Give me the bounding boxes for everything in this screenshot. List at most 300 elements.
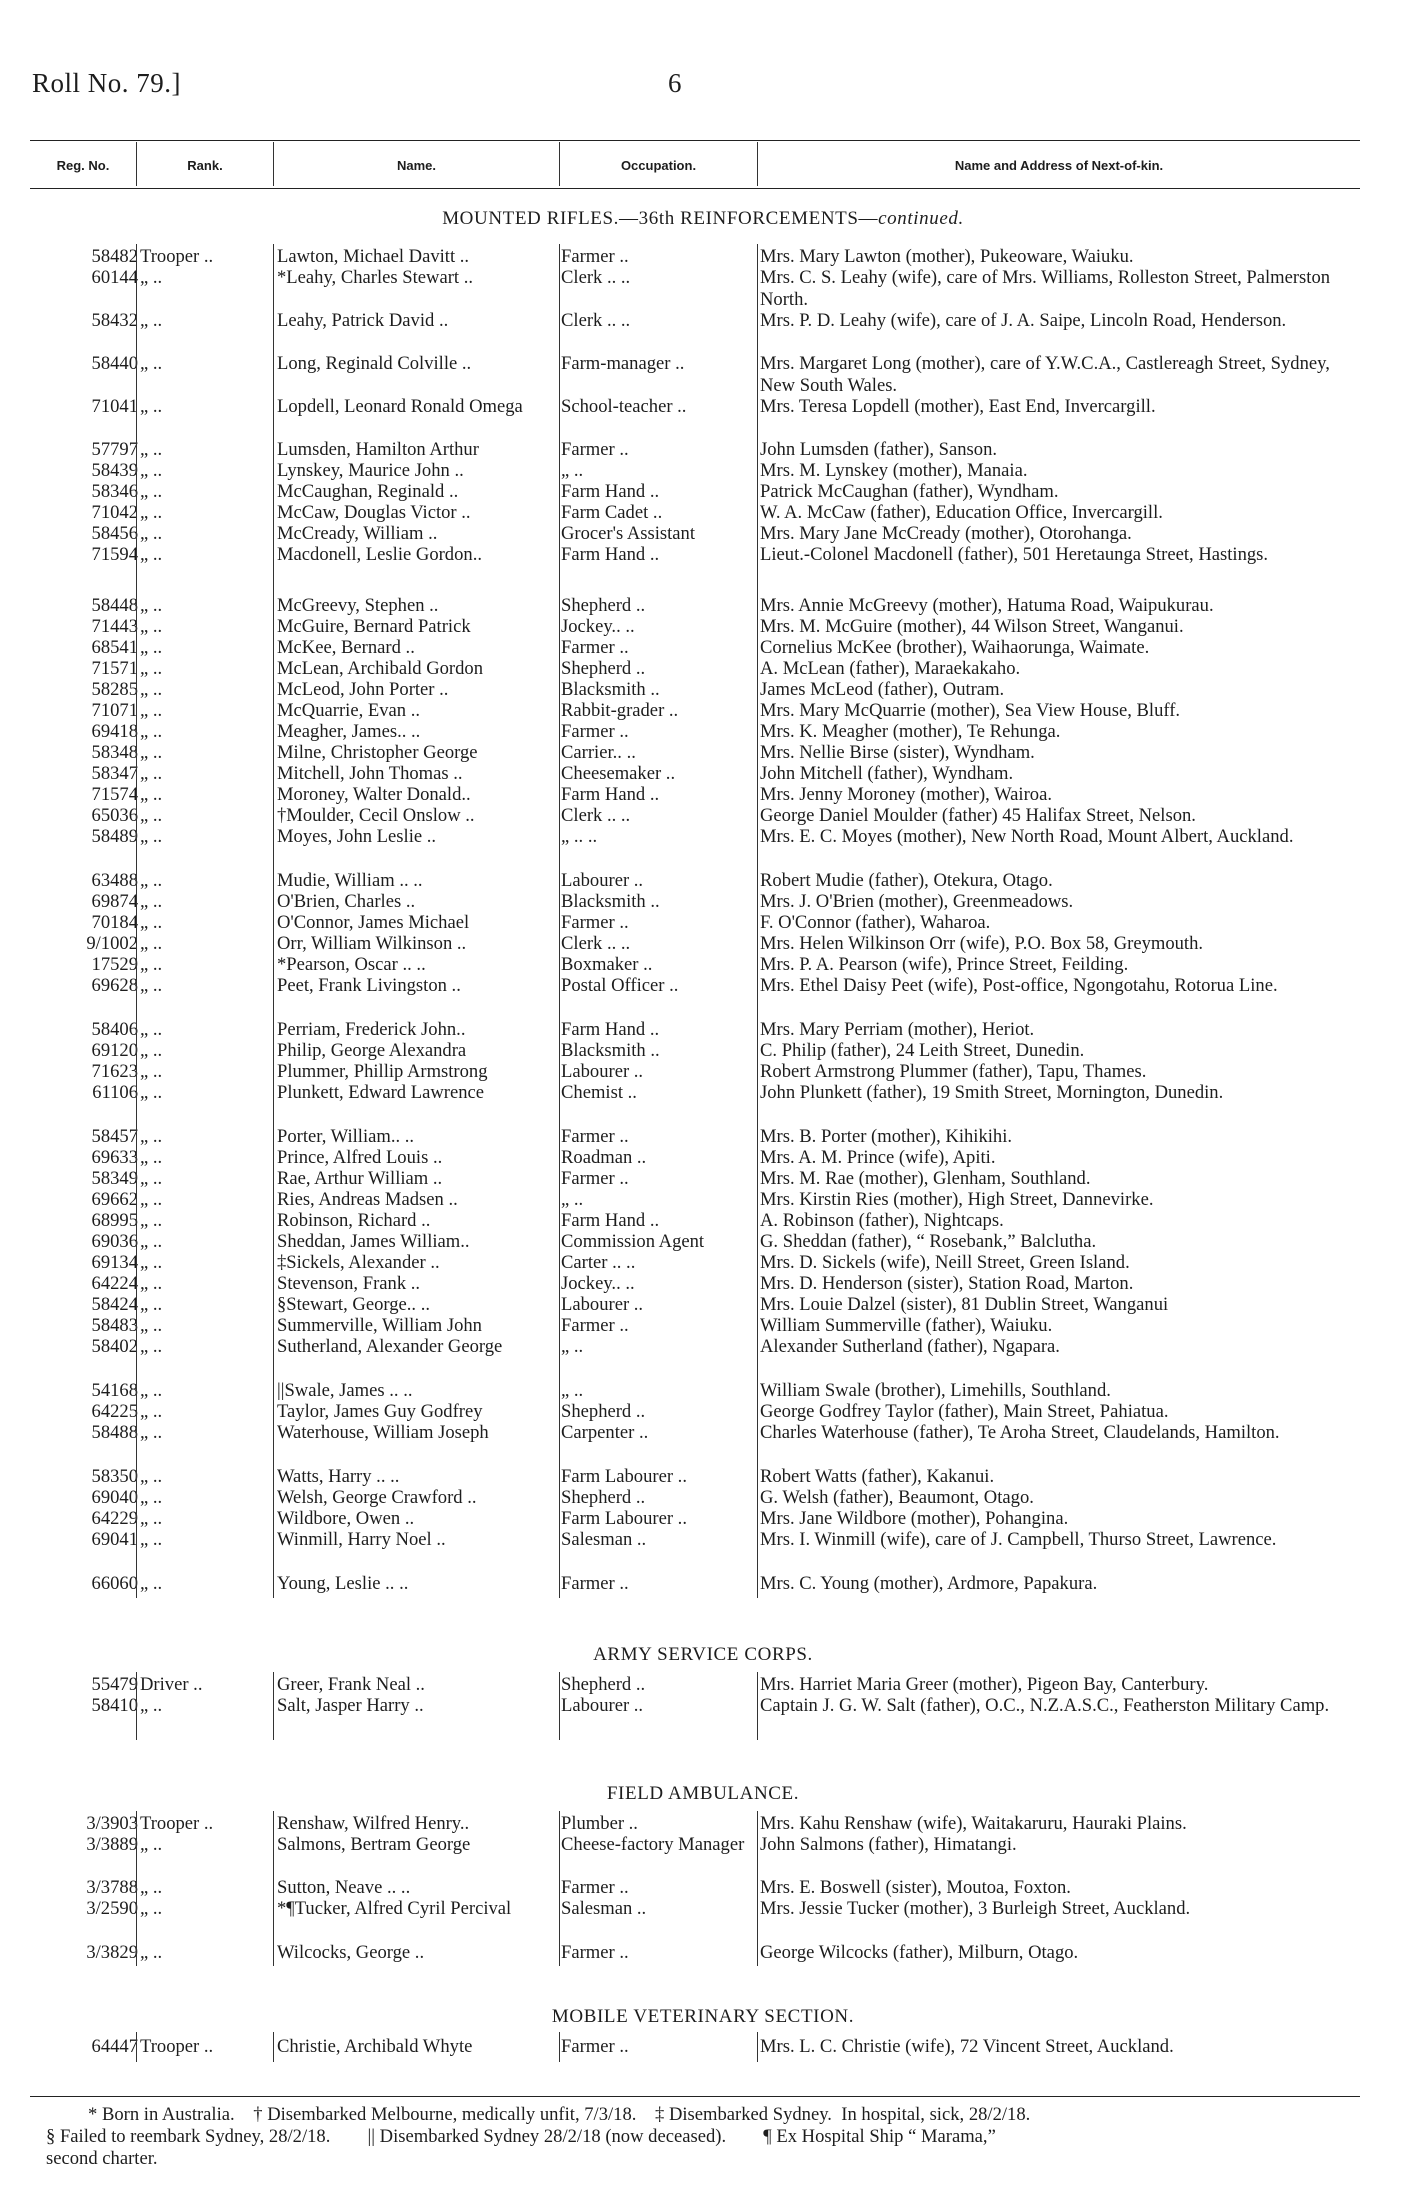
reg-number: 58457 xyxy=(91,1126,138,1147)
occupation: Farmer .. xyxy=(561,721,629,742)
next-of-kin: Mrs. B. Porter (mother), Kihikihi. xyxy=(760,1126,1013,1147)
reg-number: 61106 xyxy=(92,1082,138,1103)
occupation: Farmer .. xyxy=(561,1573,629,1594)
soldier-name: McGreevy, Stephen .. xyxy=(277,595,439,616)
column-rule xyxy=(136,2032,137,2062)
rank: „ .. xyxy=(140,1401,163,1422)
rank: „ .. xyxy=(140,742,163,763)
occupation: Farm-manager .. xyxy=(561,353,685,374)
occupation: Grocer's Assistant xyxy=(561,523,696,544)
next-of-kin: Robert Armstrong Plummer (father), Tapu, Thames. xyxy=(760,1061,1147,1082)
soldier-name: Philip, George Alexandra xyxy=(277,1040,467,1061)
column-rule xyxy=(273,1672,274,1740)
reg-number: 69040 xyxy=(91,1487,138,1508)
occupation: Farmer .. xyxy=(561,1877,629,1898)
occupation: Shepherd .. xyxy=(561,658,646,679)
soldier-name: Moroney, Walter Donald.. xyxy=(277,784,471,805)
rank: Trooper .. xyxy=(140,1813,214,1834)
rank: „ .. xyxy=(140,310,163,331)
reg-number: 58347 xyxy=(91,763,138,784)
rank: „ .. xyxy=(140,1466,163,1487)
next-of-kin: Mrs. Teresa Lopdell (mother), East End, Invercargill. xyxy=(760,396,1156,417)
next-of-kin: John Salmons (father), Himatangi. xyxy=(760,1834,1017,1855)
rank: „ .. xyxy=(140,1252,163,1273)
occupation: Farmer .. xyxy=(561,2036,629,2057)
occupation: Carter .. .. xyxy=(561,1252,636,1273)
soldier-name: Perriam, Frederick John.. xyxy=(277,1019,466,1040)
reg-number: 60144 xyxy=(91,267,138,288)
rank: „ .. xyxy=(140,1942,163,1963)
next-of-kin: George Godfrey Taylor (father), Main Street, Pahiatua. xyxy=(760,1401,1169,1422)
next-of-kin: Mrs. D. Henderson (sister), Station Road, Marton. xyxy=(760,1273,1134,1294)
reg-number: 69418 xyxy=(91,721,138,742)
occupation: Clerk .. .. xyxy=(561,933,631,954)
section-title-mounted-rifles: MOUNTED RIFLES.—36th REINFORCEMENTS—continued. xyxy=(442,208,964,229)
reg-number: 69134 xyxy=(91,1252,138,1273)
rank: „ .. xyxy=(140,1877,163,1898)
next-of-kin: John Mitchell (father), Wyndham. xyxy=(760,763,1014,784)
occupation: Farm Labourer .. xyxy=(561,1466,687,1487)
next-of-kin: Robert Mudie (father), Otekura, Otago. xyxy=(760,870,1053,891)
rank: „ .. xyxy=(140,523,163,544)
rank: „ .. xyxy=(140,891,163,912)
header-bottom-rule xyxy=(30,188,1360,189)
soldier-name: Renshaw, Wilfred Henry.. xyxy=(277,1813,470,1834)
rank: „ .. xyxy=(140,805,163,826)
next-of-kin: Mrs. Jenny Moroney (mother), Wairoa. xyxy=(760,784,1052,805)
occupation: „ .. .. xyxy=(561,826,598,847)
column-rule xyxy=(559,1811,560,1966)
col-header-reg: Reg. No. xyxy=(56,158,110,173)
reg-number: 71594 xyxy=(91,544,138,565)
next-of-kin: Mrs. Nellie Birse (sister), Wyndham. xyxy=(760,742,1035,763)
rank: „ .. xyxy=(140,1422,163,1443)
rank: „ .. xyxy=(140,1487,163,1508)
occupation: „ .. xyxy=(561,1336,584,1357)
reg-number: 64224 xyxy=(91,1273,138,1294)
rank: „ .. xyxy=(140,1529,163,1550)
soldier-name: McLeod, John Porter .. xyxy=(277,679,449,700)
rank: „ .. xyxy=(140,439,163,460)
next-of-kin: C. Philip (father), 24 Leith Street, Dunedin. xyxy=(760,1040,1085,1061)
footnote-line-3: second charter. xyxy=(46,2148,158,2169)
reg-number: 58489 xyxy=(91,826,138,847)
next-of-kin: Mrs. P. D. Leahy (wife), care of J. A. Saipe, Lincoln Road, Henderson. xyxy=(760,310,1287,331)
occupation: Salesman .. xyxy=(561,1898,647,1919)
col-header-occupation: Occupation. xyxy=(620,158,697,173)
rank: „ .. xyxy=(140,763,163,784)
rank: „ .. xyxy=(140,679,163,700)
soldier-name: Watts, Harry .. .. xyxy=(277,1466,400,1487)
rank: „ .. xyxy=(140,1019,163,1040)
reg-number: 9/1002 xyxy=(86,933,138,954)
reg-number: 69662 xyxy=(91,1189,138,1210)
soldier-name: Robinson, Richard .. xyxy=(277,1210,431,1231)
occupation: Clerk .. .. xyxy=(561,805,631,826)
reg-number: 68541 xyxy=(91,637,138,658)
soldier-name: Plunkett, Edward Lawrence xyxy=(277,1082,485,1103)
soldier-name: Wildbore, Owen .. xyxy=(277,1508,415,1529)
reg-number: 17529 xyxy=(91,954,138,975)
soldier-name: Meagher, James.. .. xyxy=(277,721,421,742)
rank: „ .. xyxy=(140,481,163,502)
next-of-kin: Mrs. Helen Wilkinson Orr (wife), P.O. Box 58, Greymouth. xyxy=(760,933,1204,954)
occupation: Shepherd .. xyxy=(561,1487,646,1508)
occupation: Farmer .. xyxy=(561,637,629,658)
next-of-kin: William Summerville (father), Waiuku. xyxy=(760,1315,1053,1336)
reg-number: 58350 xyxy=(91,1466,138,1487)
next-of-kin: F. O'Connor (father), Waharoa. xyxy=(760,912,991,933)
soldier-name: McLean, Archibald Gordon xyxy=(277,658,484,679)
reg-number: 3/3903 xyxy=(86,1813,138,1834)
reg-number: 58483 xyxy=(91,1315,138,1336)
reg-number: 57797 xyxy=(91,439,138,460)
reg-number: 64225 xyxy=(91,1401,138,1422)
soldier-name: Peet, Frank Livingston .. xyxy=(277,975,461,996)
occupation: Farm Hand .. xyxy=(561,1210,660,1231)
soldier-name: Moyes, John Leslie .. xyxy=(277,826,437,847)
next-of-kin: Mrs. K. Meagher (mother), Te Rehunga. xyxy=(760,721,1061,742)
reg-number: 69120 xyxy=(91,1040,138,1061)
rank: „ .. xyxy=(140,1508,163,1529)
occupation: Farm Labourer .. xyxy=(561,1508,687,1529)
occupation: Carrier.. .. xyxy=(561,742,636,763)
header-top-rule xyxy=(30,140,1360,141)
page-number: 6 xyxy=(668,68,682,98)
soldier-name: Mudie, William .. .. xyxy=(277,870,423,891)
rank: „ .. xyxy=(140,700,163,721)
section-title-field-ambulance: FIELD AMBULANCE. xyxy=(606,1783,800,1804)
column-rule xyxy=(559,244,560,1598)
reg-number: 3/3788 xyxy=(86,1877,138,1898)
reg-number: 58448 xyxy=(91,595,138,616)
soldier-name: Ries, Andreas Madsen .. xyxy=(277,1189,458,1210)
section-title-army-service-corps: ARMY SERVICE CORPS. xyxy=(593,1644,813,1665)
column-rule xyxy=(757,244,758,1598)
soldier-name: Young, Leslie .. .. xyxy=(277,1573,409,1594)
occupation: Blacksmith .. xyxy=(561,1040,660,1061)
next-of-kin: Patrick McCaughan (father), Wyndham. xyxy=(760,481,1059,502)
reg-number: 58482 xyxy=(91,246,138,267)
next-of-kin: G. Welsh (father), Beaumont, Otago. xyxy=(760,1487,1034,1508)
occupation: Farmer .. xyxy=(561,1126,629,1147)
occupation: Plumber .. xyxy=(561,1813,638,1834)
rank: „ .. xyxy=(140,637,163,658)
rank: Trooper .. xyxy=(140,2036,214,2057)
reg-number: 58456 xyxy=(91,523,138,544)
rank: „ .. xyxy=(140,1380,163,1401)
occupation: Farm Cadet .. xyxy=(561,502,663,523)
rank: „ .. xyxy=(140,1695,163,1716)
occupation: Farmer .. xyxy=(561,1942,629,1963)
occupation: Cheesemaker .. xyxy=(561,763,676,784)
occupation: Farm Hand .. xyxy=(561,481,660,502)
reg-number: 71571 xyxy=(91,658,138,679)
soldier-name: Lopdell, Leonard Ronald Omega xyxy=(277,396,523,417)
occupation: Shepherd .. xyxy=(561,1401,646,1422)
reg-number: 71623 xyxy=(91,1061,138,1082)
rank: „ .. xyxy=(140,954,163,975)
next-of-kin: Mrs. D. Sickels (wife), Neill Street, Green Island. xyxy=(760,1252,1130,1273)
occupation: Farmer .. xyxy=(561,1168,629,1189)
rank: „ .. xyxy=(140,721,163,742)
soldier-name: McQuarrie, Evan .. xyxy=(277,700,421,721)
rank: Trooper .. xyxy=(140,246,214,267)
next-of-kin: Mrs. Mary Lawton (mother), Pukeoware, Waiuku. xyxy=(760,246,1134,267)
soldier-name: Lumsden, Hamilton Arthur xyxy=(277,439,479,460)
column-rule xyxy=(273,244,274,1598)
reg-number: 3/3889 xyxy=(86,1834,138,1855)
soldier-name: McCaw, Douglas Victor .. xyxy=(277,502,471,523)
rank: „ .. xyxy=(140,870,163,891)
column-rule xyxy=(136,1672,137,1740)
next-of-kin: Mrs. C. S. Leahy (wife), care of Mrs. Williams, Rolleston Street, Palmerston North. xyxy=(760,267,1331,310)
rank: „ .. xyxy=(140,353,163,374)
rank: „ .. xyxy=(140,1294,163,1315)
column-rule xyxy=(559,2032,560,2062)
reg-number: 54168 xyxy=(91,1380,138,1401)
occupation: Jockey.. .. xyxy=(561,616,635,637)
occupation: Labourer .. xyxy=(561,1695,644,1716)
reg-number: 71443 xyxy=(91,616,138,637)
soldier-name: McCaughan, Reginald .. xyxy=(277,481,459,502)
next-of-kin: Mrs. Jane Wildbore (mother), Pohangina. xyxy=(760,1508,1069,1529)
soldier-name: Stevenson, Frank .. xyxy=(277,1273,421,1294)
next-of-kin: A. Robinson (father), Nightcaps. xyxy=(760,1210,1004,1231)
occupation: Shepherd .. xyxy=(561,1674,646,1695)
soldier-name: Mitchell, John Thomas .. xyxy=(277,763,463,784)
soldier-name: Wilcocks, George .. xyxy=(277,1942,425,1963)
next-of-kin: Mrs. Kahu Renshaw (wife), Waitakaruru, Hauraki Plains. xyxy=(760,1813,1187,1834)
next-of-kin: Mrs. Kirstin Ries (mother), High Street, Dannevirke. xyxy=(760,1189,1154,1210)
occupation: Postal Officer .. xyxy=(561,975,679,996)
occupation: Blacksmith .. xyxy=(561,891,660,912)
soldier-name: *Leahy, Charles Stewart .. xyxy=(277,267,474,288)
soldier-name: Christie, Archibald Whyte xyxy=(277,2036,473,2057)
soldier-name: Sutherland, Alexander George xyxy=(277,1336,503,1357)
rank: „ .. xyxy=(140,1273,163,1294)
reg-number: 3/3829 xyxy=(86,1942,138,1963)
rank: „ .. xyxy=(140,1061,163,1082)
occupation: Blacksmith .. xyxy=(561,679,660,700)
rank: „ .. xyxy=(140,396,163,417)
occupation: Farm Hand .. xyxy=(561,784,660,805)
next-of-kin: Mrs. Margaret Long (mother), care of Y.W.C.A., Castlereagh Street, Sydney, New South Wales. xyxy=(760,353,1330,396)
soldier-name: Sutton, Neave .. .. xyxy=(277,1877,411,1898)
soldier-name: Prince, Alfred Louis .. xyxy=(277,1147,443,1168)
next-of-kin: Cornelius McKee (brother), Waihaorunga, Waimate. xyxy=(760,637,1150,658)
next-of-kin: George Wilcocks (father), Milburn, Otago. xyxy=(760,1942,1079,1963)
soldier-name: Salmons, Bertram George xyxy=(277,1834,471,1855)
soldier-name: O'Brien, Charles .. xyxy=(277,891,416,912)
soldier-name: McCready, William .. xyxy=(277,523,438,544)
soldier-name: §Stewart, George.. .. xyxy=(277,1294,431,1315)
soldier-name: *Pearson, Oscar .. .. xyxy=(277,954,426,975)
rank: „ .. xyxy=(140,1898,163,1919)
reg-number: 69036 xyxy=(91,1231,138,1252)
next-of-kin: Mrs. Mary McQuarrie (mother), Sea View House, Bluff. xyxy=(760,700,1181,721)
soldier-name: Lynskey, Maurice John .. xyxy=(277,460,464,481)
next-of-kin: Alexander Sutherland (father), Ngapara. xyxy=(760,1336,1060,1357)
rank: „ .. xyxy=(140,784,163,805)
rank: „ .. xyxy=(140,1336,163,1357)
next-of-kin: Mrs. M. Rae (mother), Glenham, Southland. xyxy=(760,1168,1091,1189)
soldier-name: Orr, William Wilkinson .. xyxy=(277,933,467,954)
footnote-line-2: § Failed to reembark Sydney, 28/2/18. || Disembarked Sydney 28/2/18 (now deceased). ¶ Ex Hospital Ship “ Marama,” xyxy=(46,2126,996,2147)
rank: „ .. xyxy=(140,1231,163,1252)
next-of-kin: W. A. McCaw (father), Education Office, Invercargill. xyxy=(760,502,1163,523)
next-of-kin: Mrs. Harriet Maria Greer (mother), Pigeon Bay, Canterbury. xyxy=(760,1674,1209,1695)
next-of-kin: Charles Waterhouse (father), Te Aroha Street, Claudelands, Hamilton. xyxy=(760,1422,1280,1443)
next-of-kin: Mrs. J. O'Brien (mother), Greenmeadows. xyxy=(760,891,1074,912)
reg-number: 58439 xyxy=(91,460,138,481)
next-of-kin: Mrs. E. Boswell (sister), Moutoa, Foxton. xyxy=(760,1877,1071,1898)
reg-number: 58348 xyxy=(91,742,138,763)
reg-number: 58346 xyxy=(91,481,138,502)
soldier-name: Plummer, Phillip Armstrong xyxy=(277,1061,488,1082)
rank: „ .. xyxy=(140,1082,163,1103)
occupation: Jockey.. .. xyxy=(561,1273,635,1294)
soldier-name: Waterhouse, William Joseph xyxy=(277,1422,489,1443)
occupation: Rabbit-grader .. xyxy=(561,700,679,721)
rank: „ .. xyxy=(140,1147,163,1168)
reg-number: 58432 xyxy=(91,310,138,331)
next-of-kin: Mrs. P. A. Pearson (wife), Prince Street, Feilding. xyxy=(760,954,1129,975)
next-of-kin: George Daniel Moulder (father) 45 Halifax Street, Nelson. xyxy=(760,805,1196,826)
soldier-name: Summerville, William John xyxy=(277,1315,482,1336)
reg-number: 69633 xyxy=(91,1147,138,1168)
occupation: Salesman .. xyxy=(561,1529,647,1550)
reg-number: 58402 xyxy=(91,1336,138,1357)
soldier-name: Milne, Christopher George xyxy=(277,742,478,763)
reg-number: 58424 xyxy=(91,1294,138,1315)
next-of-kin: Mrs. Mary Perriam (mother), Heriot. xyxy=(760,1019,1035,1040)
occupation: „ .. xyxy=(561,1380,584,1401)
soldier-name: McGuire, Bernard Patrick xyxy=(277,616,471,637)
soldier-name: Long, Reginald Colville .. xyxy=(277,353,472,374)
next-of-kin: Mrs. E. C. Moyes (mother), New North Road, Mount Albert, Auckland. xyxy=(760,826,1294,847)
occupation: Farmer .. xyxy=(561,246,629,267)
next-of-kin: Mrs. Louie Dalzel (sister), 81 Dublin Street, Wanganui xyxy=(760,1294,1169,1315)
reg-number: 71041 xyxy=(91,396,138,417)
rank: Driver .. xyxy=(140,1674,203,1695)
next-of-kin: James McLeod (father), Outram. xyxy=(760,679,1005,700)
col-header-name: Name. xyxy=(396,158,437,173)
occupation: Chemist .. xyxy=(561,1082,637,1103)
rank: „ .. xyxy=(140,544,163,565)
rank: „ .. xyxy=(140,1315,163,1336)
soldier-name: McKee, Bernard .. xyxy=(277,637,415,658)
reg-number: 70184 xyxy=(91,912,138,933)
reg-number: 69874 xyxy=(91,891,138,912)
rank: „ .. xyxy=(140,933,163,954)
next-of-kin: Mrs. Annie McGreevy (mother), Hatuma Road, Waipukurau. xyxy=(760,595,1214,616)
reg-number: 64229 xyxy=(91,1508,138,1529)
next-of-kin: Mrs. L. C. Christie (wife), 72 Vincent Street, Auckland. xyxy=(760,2036,1174,2057)
next-of-kin: Robert Watts (father), Kakanui. xyxy=(760,1466,995,1487)
rank: „ .. xyxy=(140,1834,163,1855)
occupation: Farmer .. xyxy=(561,1315,629,1336)
rank: „ .. xyxy=(140,267,163,288)
next-of-kin: Mrs. Mary Jane McCready (mother), Otorohanga. xyxy=(760,523,1132,544)
reg-number: 58440 xyxy=(91,353,138,374)
rank: „ .. xyxy=(140,658,163,679)
next-of-kin: Captain J. G. W. Salt (father), O.C., N.Z.A.S.C., Featherston Military Camp. xyxy=(760,1695,1330,1716)
occupation: Labourer .. xyxy=(561,1294,644,1315)
rank: „ .. xyxy=(140,1189,163,1210)
reg-number: 63488 xyxy=(91,870,138,891)
soldier-name: Macdonell, Leslie Gordon.. xyxy=(277,544,482,565)
rank: „ .. xyxy=(140,1573,163,1594)
occupation: Farmer .. xyxy=(561,912,629,933)
occupation: Clerk .. .. xyxy=(561,310,631,331)
rank: „ .. xyxy=(140,1168,163,1189)
occupation: Farmer .. xyxy=(561,439,629,460)
column-rule xyxy=(136,244,137,1598)
soldier-name: Leahy, Patrick David .. xyxy=(277,310,449,331)
column-rule xyxy=(757,1811,758,1966)
soldier-name: ||Swale, James .. .. xyxy=(277,1380,413,1401)
soldier-name: Taylor, James Guy Godfrey xyxy=(277,1401,483,1422)
roll-number: Roll No. 79.] xyxy=(32,68,182,98)
reg-number: 58285 xyxy=(91,679,138,700)
rank: „ .. xyxy=(140,460,163,481)
reg-number: 68995 xyxy=(91,1210,138,1231)
column-rule xyxy=(559,1672,560,1740)
occupation: „ .. xyxy=(561,1189,584,1210)
soldier-name: Winmill, Harry Noel .. xyxy=(277,1529,446,1550)
rank: „ .. xyxy=(140,502,163,523)
next-of-kin: Mrs. Ethel Daisy Peet (wife), Post-office, Ngongotahu, Rotorua Line. xyxy=(760,975,1278,996)
occupation: „ .. xyxy=(561,460,584,481)
reg-number: 66060 xyxy=(91,1573,138,1594)
soldier-name: †Moulder, Cecil Onslow .. xyxy=(277,805,475,826)
occupation: Commission Agent xyxy=(561,1231,705,1252)
soldier-name: Porter, William.. .. xyxy=(277,1126,415,1147)
next-of-kin: Mrs. C. Young (mother), Ardmore, Papakura. xyxy=(760,1573,1098,1594)
soldier-name: ‡Sickels, Alexander .. xyxy=(277,1252,440,1273)
reg-number: 64447 xyxy=(91,2036,138,2057)
col-header-rank: Rank. xyxy=(187,158,223,173)
next-of-kin: Mrs. M. Lynskey (mother), Manaia. xyxy=(760,460,1028,481)
reg-number: 71574 xyxy=(91,784,138,805)
column-rule xyxy=(273,2032,274,2062)
rank: „ .. xyxy=(140,1040,163,1061)
rank: „ .. xyxy=(140,912,163,933)
reg-number: 69041 xyxy=(91,1529,138,1550)
section-title-mobile-veterinary: MOBILE VETERINARY SECTION. xyxy=(551,2006,855,2027)
next-of-kin: William Swale (brother), Limehills, Southland. xyxy=(760,1380,1111,1401)
reg-number: 58410 xyxy=(91,1695,138,1716)
rank: „ .. xyxy=(140,616,163,637)
soldier-name: Sheddan, James William.. xyxy=(277,1231,470,1252)
occupation: Shepherd .. xyxy=(561,595,646,616)
occupation: Boxmaker .. xyxy=(561,954,653,975)
next-of-kin: Mrs. A. M. Prince (wife), Apiti. xyxy=(760,1147,996,1168)
reg-number: 58488 xyxy=(91,1422,138,1443)
soldier-name: Lawton, Michael Davitt .. xyxy=(277,246,470,267)
column-rule xyxy=(136,1811,137,1966)
next-of-kin: John Plunkett (father), 19 Smith Street, Mornington, Dunedin. xyxy=(760,1082,1224,1103)
next-of-kin: Mrs. M. McGuire (mother), 44 Wilson Street, Wanganui. xyxy=(760,616,1184,637)
rank: „ .. xyxy=(140,1210,163,1231)
next-of-kin: G. Sheddan (father), “ Rosebank,” Balclutha. xyxy=(760,1231,1097,1252)
soldier-name: Rae, Arthur William .. xyxy=(277,1168,443,1189)
occupation: Roadman .. xyxy=(561,1147,647,1168)
reg-number: 58406 xyxy=(91,1019,138,1040)
rank: „ .. xyxy=(140,595,163,616)
occupation: Carpenter .. xyxy=(561,1422,649,1443)
